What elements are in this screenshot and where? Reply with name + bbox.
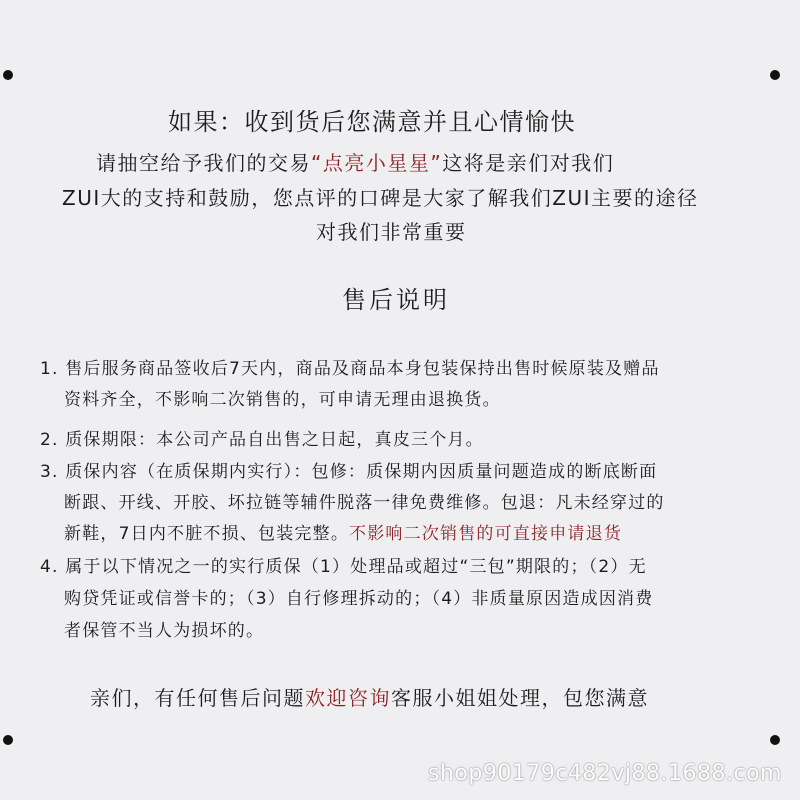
- rule-4-text-3: 者保管不当人为损坏的。: [64, 621, 265, 641]
- rule-4-text-1: 4. 属于以下情况之一的实行质保（1）处理品或超过“三包”期限的；（2）无: [40, 557, 647, 577]
- rule-3-text-3: 新鞋，7日内不脏不损、包装完整。: [64, 524, 350, 544]
- intro-highlight-stars: “点亮小星星”: [311, 151, 443, 175]
- intro-line-3: [62, 182, 698, 211]
- corner-dot-top-right: [770, 70, 780, 80]
- rule-3-text-2: 断跟、开线、开胶、坏拉链等辅件脱落一律免费维修。包退：凡未经穿过的: [64, 493, 665, 513]
- rule-3-line-2: [64, 488, 665, 513]
- intro-line-2-pre: 请抽空给予我们的交易: [96, 151, 311, 175]
- rule-4-line-1: [40, 552, 647, 577]
- rule-2-text-1: 2. 质保期限：本公司产品自出售之日起，真皮三个月。: [40, 430, 484, 450]
- intro-line-2: [96, 147, 614, 176]
- closing-line: [90, 682, 649, 711]
- rule-4-line-3: [64, 616, 264, 641]
- rule-2-line-1: [40, 425, 484, 450]
- intro-line-3-text: ZUI大的支持和鼓励，您点评的口碑是大家了解我们ZUI主要的途径: [62, 186, 699, 210]
- intro-line-4: [316, 216, 467, 245]
- closing-pre: 亲们，有任何售后问题: [90, 686, 305, 710]
- closing-post: 客服小姐姐处理，包您满意: [391, 686, 649, 710]
- corner-dot-bottom-left: [3, 735, 13, 745]
- rule-4-text-2: 购贷凭证或信誉卡的；（3）自行修理拆动的；（4）非质量原因造成因消费: [64, 589, 654, 609]
- rule-3-line-3: [64, 519, 622, 544]
- rule-1-text-2: 资料齐全，不影响二次销售的，可申请无理由退换货。: [64, 390, 501, 410]
- rule-3-return-highlight: 不影响二次销售的可直接申请退货: [349, 524, 623, 544]
- after-sales-title: [342, 280, 450, 315]
- intro-line-4-text: 对我们非常重要: [316, 220, 467, 244]
- closing-highlight: 欢迎咨询: [305, 686, 391, 710]
- rule-3-text-1: 3. 质保内容（在质保期内实行）：包修：质保期内因质量问题造成的断底断面: [40, 462, 658, 482]
- rule-3-line-1: [40, 457, 657, 482]
- corner-dot-bottom-right: [770, 735, 780, 745]
- corner-dot-top-left: [3, 70, 13, 80]
- rule-4-line-2: [64, 584, 653, 609]
- shop-watermark: shop90179c482vj88.1688.com: [428, 761, 782, 786]
- rule-1-line-2: [64, 385, 501, 410]
- intro-headline: [168, 102, 576, 137]
- after-sales-title-text: 售后说明: [342, 286, 450, 314]
- intro-headline-text: 如果：收到货后您满意并且心情愉快: [168, 108, 576, 136]
- rule-1-text-1: 1. 售后服务商品签收后7天内，商品及商品本身包装保持出售时候原装及赠品: [40, 359, 660, 379]
- rule-1-line-1: [40, 354, 660, 379]
- intro-line-2-post: 这将是亲们对我们: [442, 151, 615, 175]
